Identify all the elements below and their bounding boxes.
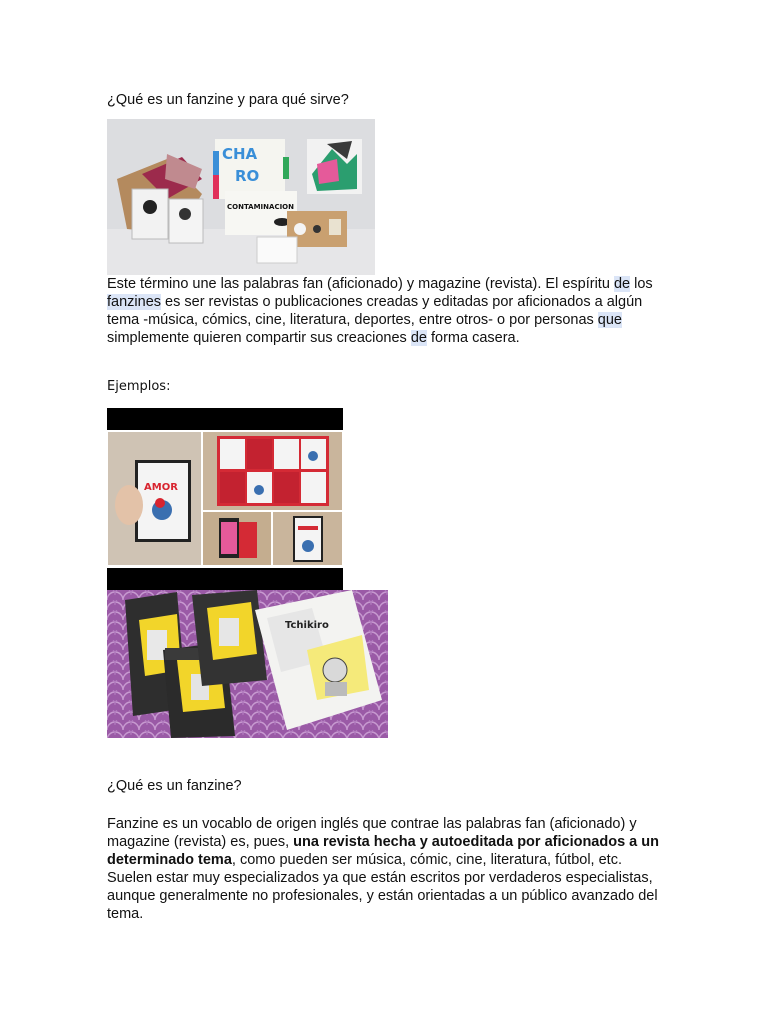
- highlighted-word: de: [613, 276, 631, 292]
- highlighted-word: fanzines: [107, 294, 162, 310]
- text-run: forma casera.: [426, 330, 520, 346]
- bold-definition: una revista hecha y autoeditada por aficionados a un determinado tema: [107, 834, 659, 868]
- black-bar-bottom: [107, 568, 343, 590]
- svg-text:Tchikiro: Tchikiro: [285, 620, 329, 631]
- text-run: , como pueden ser música, cómic, cine, literatura, fútbol, etc. Suelen estar muy especializados ya que están escritos por verdaderos especialistas, aunque generalmente no profesionales, y están orientadas a un público avanzado del tema.: [107, 852, 658, 922]
- text-run: los: [630, 276, 653, 292]
- svg-text:AMOR: AMOR: [144, 482, 178, 493]
- text-run: simplemente quieren compartir sus creaciones: [107, 330, 411, 346]
- svg-text:RO: RO: [235, 167, 260, 185]
- fanzine-collage-photo: [107, 119, 375, 275]
- text-run: Fanzine es un vocablo de origen inglés que contrae las palabras fan (aficionado) y magazine (revista) es, pues,: [107, 816, 637, 850]
- heading-what-is-fanzine: ¿Qué es un fanzine?: [107, 778, 242, 794]
- text-run: es ser revistas o publicaciones creadas y editadas por aficionados a algún tema -música, cómics, cine, literatura, deportes, entre otros- o por personas: [107, 294, 643, 328]
- highlighted-word: que: [597, 312, 622, 328]
- svg-text:CONTAMINACION: CONTAMINACION: [227, 203, 294, 211]
- highlighted-word: de: [410, 330, 427, 346]
- black-bar-top: [107, 408, 343, 430]
- yellow-zines-photo: [107, 590, 388, 738]
- paragraph-term-definition: [107, 275, 667, 347]
- svg-text:CHA: CHA: [222, 145, 258, 163]
- paragraph-fanzine-explanation: [107, 815, 667, 923]
- text-run: Este término une las palabras fan (aficionado) y magazine (revista). El espíritu: [107, 276, 614, 292]
- amor-zine-collage-photo: [107, 430, 343, 568]
- heading-what-is-fanzine-and-purpose: ¿Qué es un fanzine y para qué sirve?: [107, 92, 349, 108]
- examples-label: Ejemplos:: [107, 379, 171, 394]
